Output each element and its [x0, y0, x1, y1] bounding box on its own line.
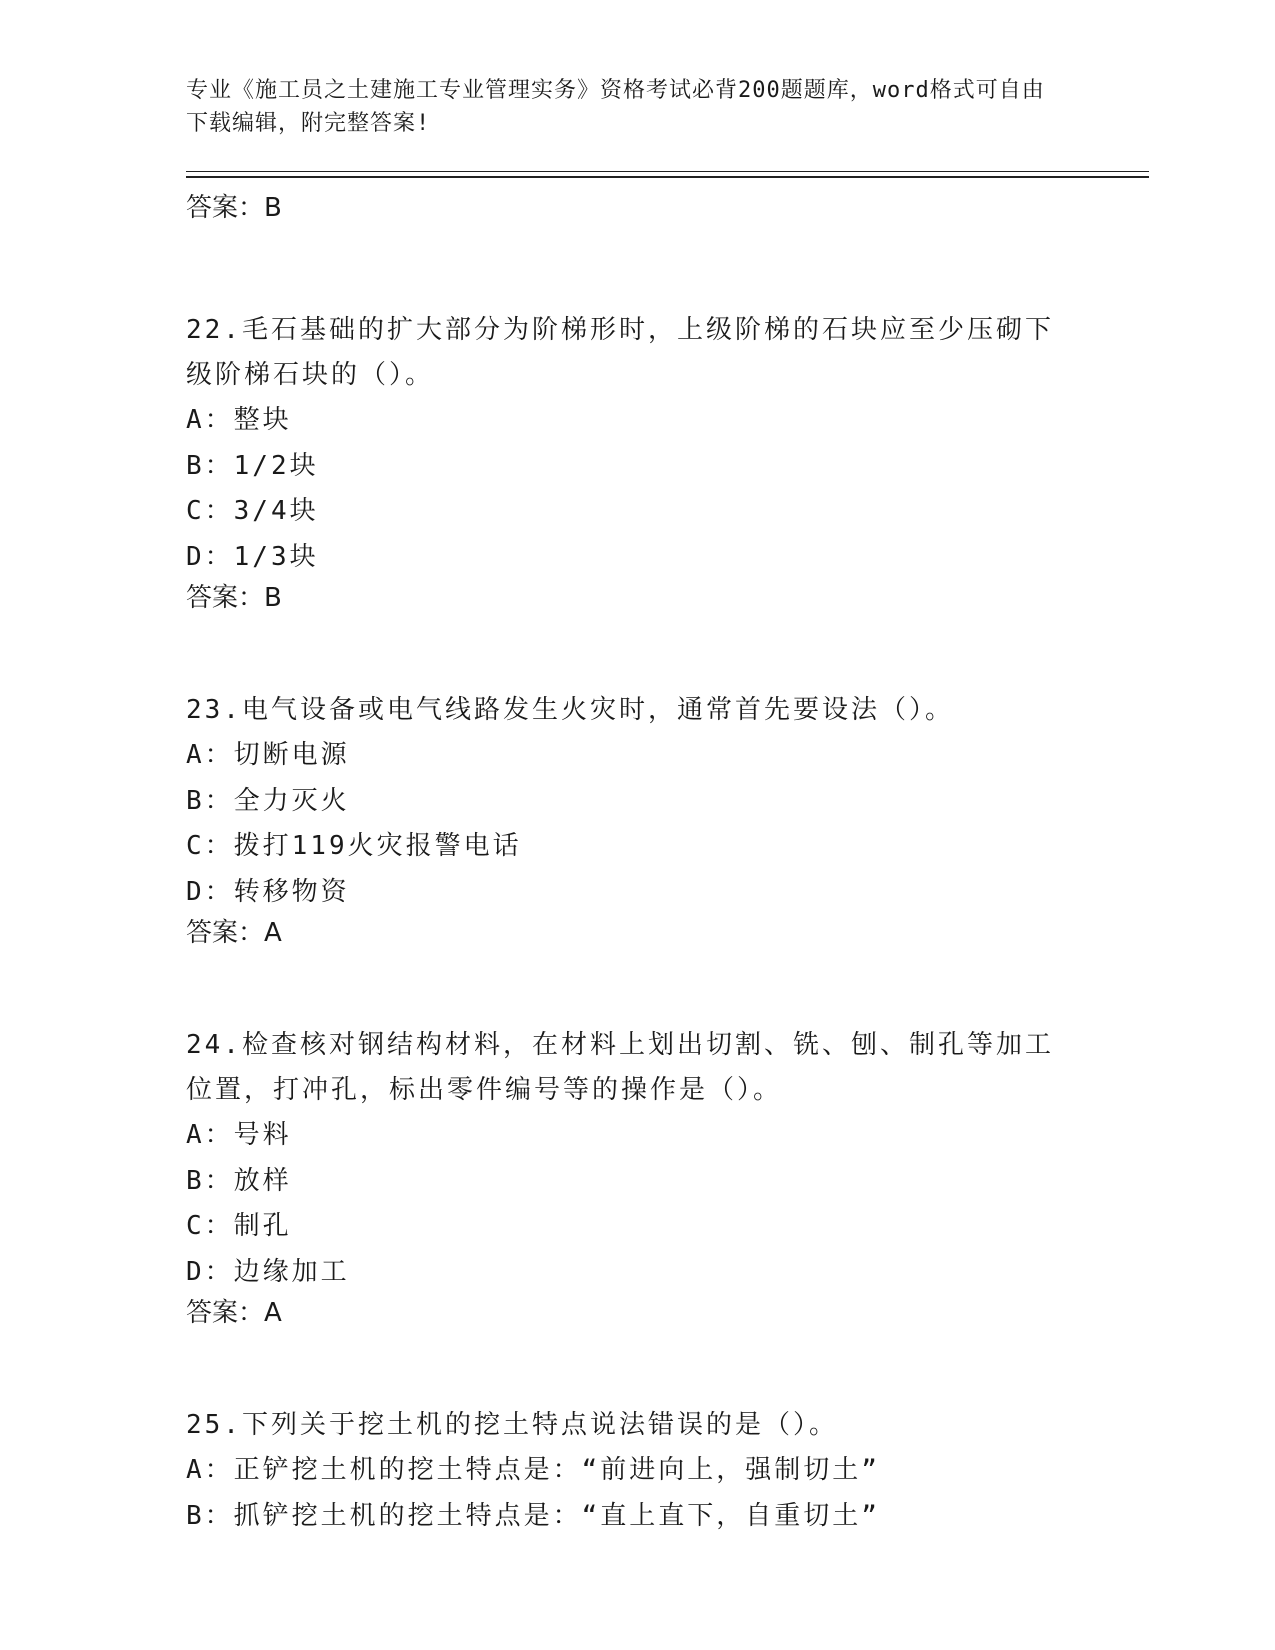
option-c: C：制孔 [186, 1211, 292, 1241]
option-a: A：号料 [186, 1120, 292, 1150]
option-c: C：3/4块 [186, 496, 319, 526]
question-22 [186, 308, 1066, 616]
option-a: A：正铲挖土机的挖土特点是：“前进向上，强制切土” [186, 1455, 880, 1485]
question-list [186, 190, 1066, 1539]
option-d: D：1/3块 [186, 541, 319, 572]
header-divider-thick [186, 176, 1149, 178]
option-c: C：拨打119火灾报警电话 [186, 831, 522, 861]
question-stem: 25.下列关于挖土机的挖土特点说法错误的是（）。 [186, 1410, 838, 1440]
answer: 答案：B [186, 583, 282, 613]
question-24 [186, 1023, 1066, 1331]
question-25 [186, 1403, 1066, 1539]
question-stem: 22.毛石基础的扩大部分为阶梯形时，上级阶梯的石块应至少压砌下级阶梯石块的（）。 [186, 315, 1054, 390]
answer-prev: 答案：B [186, 193, 282, 223]
option-a: A：整块 [186, 405, 292, 435]
option-d: D：转移物资 [186, 876, 350, 907]
document-header [186, 74, 1066, 140]
answer: 答案：A [186, 1298, 282, 1328]
header-title: 专业《施工员之土建施工专业管理实务》资格考试必背200题题库，word格式可自由下载编辑，附完整答案! [186, 78, 1045, 136]
answer: 答案：A [186, 918, 282, 948]
question-23 [186, 688, 1066, 951]
option-b: B：全力灭火 [186, 785, 350, 816]
option-b: B：放样 [186, 1165, 292, 1196]
option-d: D：边缘加工 [186, 1256, 350, 1287]
header-divider-thin [186, 171, 1149, 172]
option-a: A：切断电源 [186, 740, 350, 770]
question-stem: 24.检查核对钢结构材料，在材料上划出切割、铣、刨、制孔等加工位置，打冲孔，标出零件编号等的操作是（）。 [186, 1030, 1054, 1105]
option-b: B：1/2块 [186, 450, 319, 481]
option-b: B：抓铲挖土机的挖土特点是：“直上直下，自重切土” [186, 1500, 880, 1531]
question-stem: 23.电气设备或电气线路发生火灾时，通常首先要设法（）。 [186, 695, 954, 725]
